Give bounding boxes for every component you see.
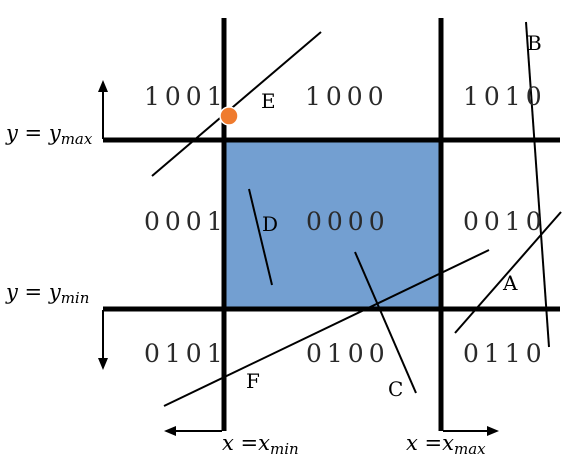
segment-label-d: D: [262, 212, 279, 236]
region-code-top-left: 1001: [144, 82, 228, 111]
x-min-label: x =xmin: [222, 431, 299, 458]
y-min-label: y = ymin: [6, 280, 90, 307]
region-code-middle-center: 0000: [306, 207, 390, 236]
y-max-label: y = ymax: [6, 121, 93, 148]
region-code-bottom-left: 0101: [144, 339, 228, 368]
region-code-bottom-center: 0100: [306, 339, 390, 368]
region-code-top-center: 1000: [305, 82, 389, 111]
x-max-label: x =xmax: [406, 431, 486, 458]
region-code-top-right: 1010: [463, 82, 547, 111]
segment-label-f: F: [246, 369, 260, 393]
segment-b: [526, 22, 549, 347]
region-code-middle-left: 0001: [144, 207, 228, 236]
segment-label-b: B: [527, 31, 542, 55]
segment-label-e: E: [261, 89, 276, 113]
region-code-middle-right: 0010: [463, 207, 547, 236]
segment-label-a: A: [503, 271, 518, 295]
region-code-bottom-right: 0110: [463, 339, 547, 368]
segment-label-c: C: [388, 377, 404, 401]
